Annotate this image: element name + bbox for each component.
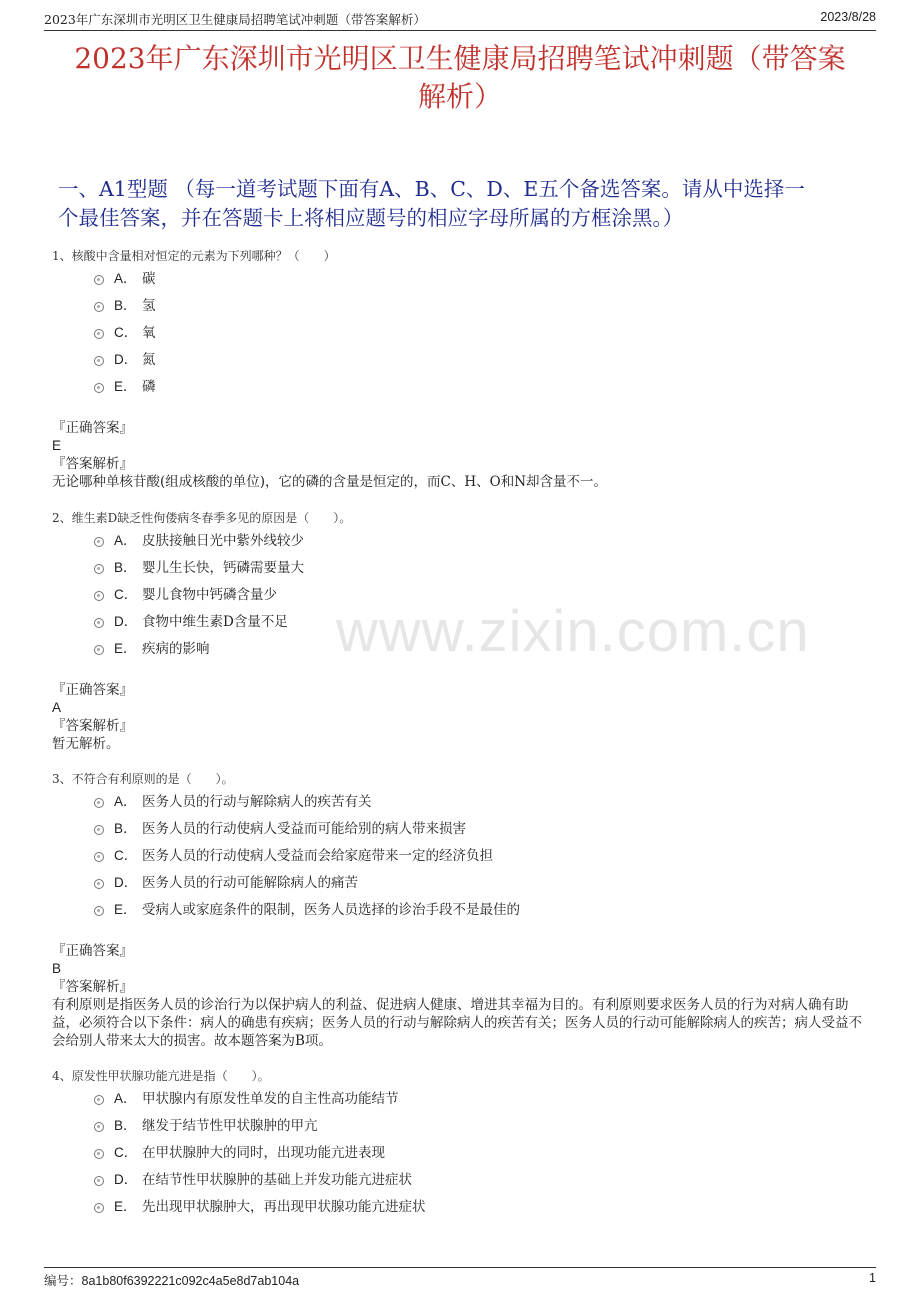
radio-icon[interactable]: [94, 1176, 104, 1186]
option-a[interactable]: A． 甲状腺内有原发性单发的自主性高功能结节: [92, 1084, 865, 1111]
radio-icon[interactable]: [94, 906, 104, 916]
question-stem: 3、不符合有利原则的是（ ）。: [52, 772, 234, 786]
option-e[interactable]: E． 受病人或家庭条件的限制，医务人员选择的诊治手段不是最佳的: [92, 895, 865, 922]
option-b[interactable]: B． 继发于结节性甲状腺肿的甲亢: [92, 1111, 865, 1138]
footer-id-value: 8a1b80f6392221c092c4a5e8d7ab104a: [81, 1274, 300, 1288]
question-2: [52, 510, 865, 753]
option-c[interactable]: C． 婴儿食物中钙磷含量少: [92, 580, 865, 607]
page-header: [44, 0, 876, 31]
option-a[interactable]: A． 碳: [92, 264, 865, 291]
radio-icon[interactable]: [94, 825, 104, 835]
analysis-text: 无论哪种单核苷酸(组成核酸的单位)，它的磷的含量是恒定的，而C、H、O和N却含量不一。: [52, 474, 608, 490]
option-e[interactable]: E． 先出现甲状腺肿大，再出现甲状腺功能亢进症状: [92, 1192, 865, 1219]
option-list: [52, 264, 865, 399]
radio-icon[interactable]: [94, 1095, 104, 1105]
option-d[interactable]: D． 食物中维生素D含量不足: [92, 607, 865, 634]
radio-icon[interactable]: [94, 852, 104, 862]
option-e[interactable]: E． 磷: [92, 372, 865, 399]
footer-id-label: 编号：: [44, 1273, 82, 1288]
watermark: www.zixin.com.cn: [336, 599, 810, 664]
section-heading: [58, 175, 860, 233]
option-list: [52, 1084, 865, 1219]
option-b[interactable]: B． 婴儿生长快，钙磷需要量大: [92, 553, 865, 580]
answer-value: A: [52, 700, 62, 715]
radio-icon[interactable]: [94, 798, 104, 808]
title-line-1: 2023年广东深圳市光明区卫生健康局招聘笔试冲刺题（带答案: [74, 42, 846, 75]
radio-icon[interactable]: [94, 329, 104, 339]
section-line-2: 个最佳答案，并在答题卡上将相应题号的相应字母所属的方框涂黑。）: [58, 206, 684, 230]
answer-label: 『正确答案』: [52, 943, 133, 959]
question-stem: 1、核酸中含量相对恒定的元素为下列哪种？（ ）: [52, 249, 336, 263]
analysis-text: 有利原则是指医务人员的诊治行为以保护病人的利益、促进病人健康、增进其幸福为目的。有利原则要求医务人员的行为对病人确有助益，必须符合以下条件：病人的确患有疾病；医务人员的行动与解除病人的疾苦有关；医务人员的行动可能解除病人的疾苦；病人受益不会给别人带来太大的损害。故本题答案为B项。: [52, 997, 862, 1049]
analysis-text: 暂无解析。: [52, 736, 120, 752]
option-e[interactable]: E． 疾病的影响: [92, 634, 865, 661]
answer-label: 『正确答案』: [52, 682, 133, 698]
answer-value: B: [52, 961, 62, 976]
option-c[interactable]: C． 氧: [92, 318, 865, 345]
option-a[interactable]: A． 医务人员的行动与解除病人的疾苦有关: [92, 787, 865, 814]
radio-icon[interactable]: [94, 302, 104, 312]
footer-id: [44, 1271, 299, 1289]
radio-icon[interactable]: [94, 1203, 104, 1213]
page-number: 1: [869, 1271, 876, 1285]
header-date: 2023/8/28: [820, 10, 876, 24]
analysis-label: 『答案解析』: [52, 979, 133, 995]
radio-icon[interactable]: [94, 275, 104, 285]
option-d[interactable]: D． 医务人员的行动可能解除病人的痛苦: [92, 868, 865, 895]
radio-icon[interactable]: [94, 564, 104, 574]
section-line-1: 一、A1型题 （每一道考试题下面有A、B、C、D、E五个备选答案。请从中选择一: [58, 177, 805, 201]
radio-icon[interactable]: [94, 618, 104, 628]
radio-icon[interactable]: [94, 356, 104, 366]
option-c[interactable]: C． 医务人员的行动使病人受益而会给家庭带来一定的经济负担: [92, 841, 865, 868]
option-a[interactable]: A． 皮肤接触日光中紫外线较少: [92, 526, 865, 553]
radio-icon[interactable]: [94, 591, 104, 601]
page-title: [44, 40, 876, 116]
question-stem: 4、原发性甲状腺功能亢进是指（ ）。: [52, 1069, 270, 1083]
radio-icon[interactable]: [94, 645, 104, 655]
option-d[interactable]: D． 氮: [92, 345, 865, 372]
option-b[interactable]: B． 医务人员的行动使病人受益而可能给别的病人带来损害: [92, 814, 865, 841]
question-stem: 2、维生素D缺乏性佝偻病冬春季多见的原因是（ ）。: [52, 511, 352, 525]
page-footer: [44, 1267, 876, 1290]
question-3: [52, 771, 865, 1050]
radio-icon[interactable]: [94, 537, 104, 547]
option-d[interactable]: D． 在结节性甲状腺肿的基础上并发功能亢进症状: [92, 1165, 865, 1192]
radio-icon[interactable]: [94, 1149, 104, 1159]
header-doc-title: 2023年广东深圳市光明区卫生健康局招聘笔试冲刺题（带答案解析）: [44, 12, 426, 27]
option-c[interactable]: C． 在甲状腺肿大的同时，出现功能亢进表现: [92, 1138, 865, 1165]
answer-label: 『正确答案』: [52, 420, 133, 436]
option-list: [52, 526, 865, 661]
option-list: [52, 787, 865, 922]
option-b[interactable]: B． 氢: [92, 291, 865, 318]
question-4: [52, 1068, 865, 1219]
radio-icon[interactable]: [94, 1122, 104, 1132]
analysis-label: 『答案解析』: [52, 718, 133, 734]
analysis-label: 『答案解析』: [52, 456, 133, 472]
answer-value: E: [52, 438, 62, 453]
radio-icon[interactable]: [94, 383, 104, 393]
title-line-2: 解析）: [417, 80, 502, 113]
radio-icon[interactable]: [94, 879, 104, 889]
question-1: [52, 248, 865, 491]
